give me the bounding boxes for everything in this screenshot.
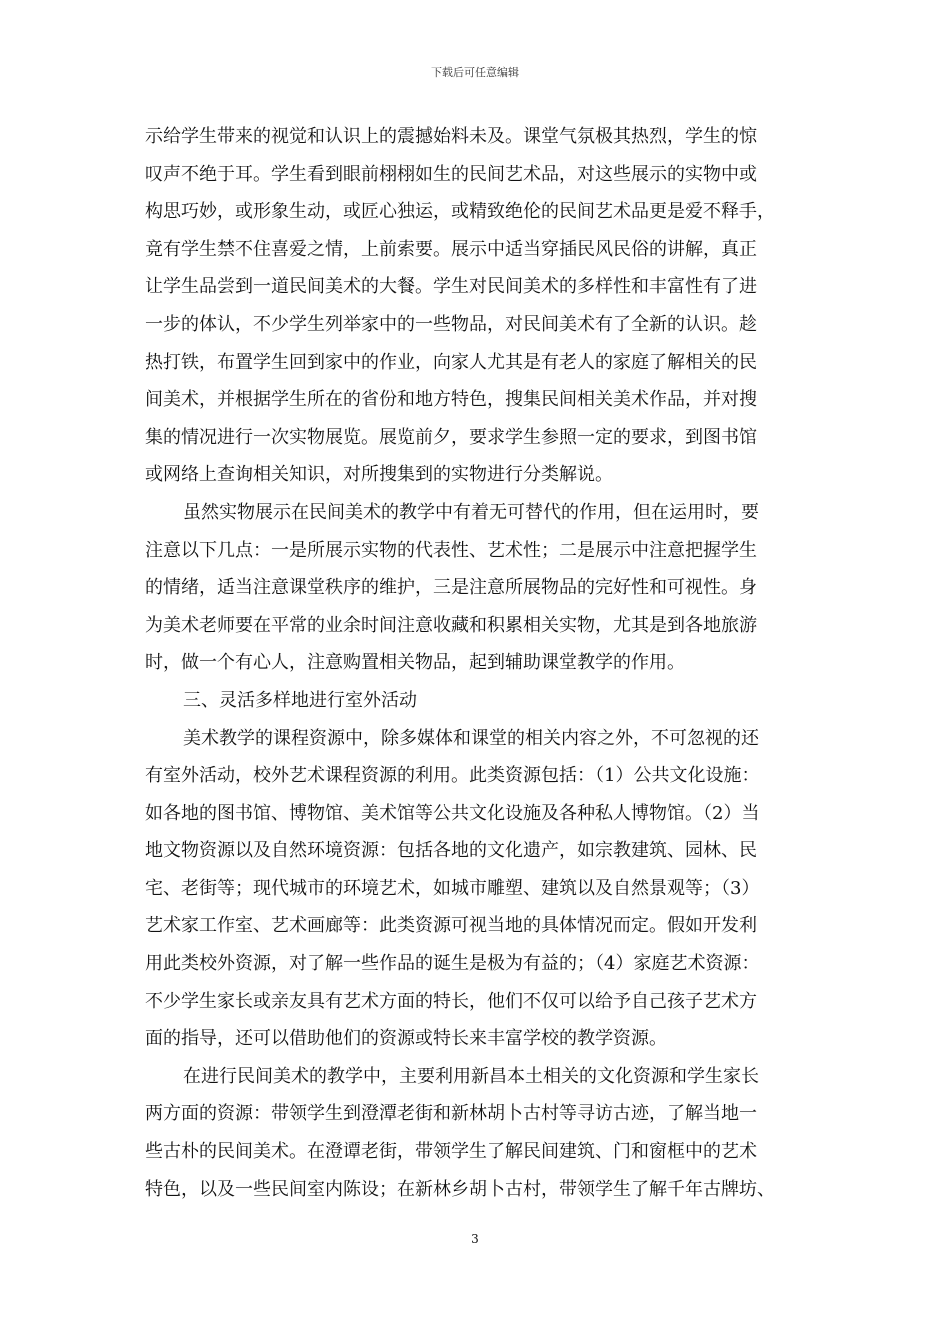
body-text xyxy=(145,118,807,1208)
text-line: 不少学生家长或亲友具有艺术方面的特长，他们不仅可以给予自己孩子艺术方 xyxy=(145,990,757,1012)
text-line: 示给学生带来的视觉和认识上的震撼始料未及。课堂气氛极其热烈，学生的惊 xyxy=(145,126,757,147)
text-line: 让学生品尝到一道民间美术的大餐。学生对民间美术的多样性和丰富性有了进 xyxy=(145,276,757,298)
section-heading: 三、灵活多样地进行室外活动 xyxy=(183,689,417,711)
text-line: 如各地的图书馆、博物馆、美术馆等公共文化设施及各种私人博物馆。（2）当 xyxy=(145,802,760,824)
text-line: 有室外活动，校外艺术课程资源的利用。此类资源包括：（1）公共文化设施： xyxy=(145,765,760,787)
text-line: 特色，以及一些民间室内陈设；在新林乡胡卜古村，带领学生了解千年古牌坊、 xyxy=(145,1178,775,1200)
page-number: 3 xyxy=(471,1232,479,1246)
text-line: 构思巧妙，或形象生动，或匠心独运，或精致绝伦的民间艺术品更是爱不释手， xyxy=(145,201,775,223)
paragraph-start-line: 虽然实物展示在民间美术的教学中有着无可替代的作用，但在运用时，要 xyxy=(183,501,759,523)
text-line: 面的指导，还可以借助他们的资源或特长来丰富学校的教学资源。 xyxy=(145,1028,667,1050)
text-line: 宅、老街等；现代城市的环境艺术，如城市雕塑、建筑以及自然景观等；（3） xyxy=(145,877,760,899)
text-line: 艺术家工作室、艺术画廊等：此类资源可视当地的具体情况而定。假如开发利 xyxy=(145,915,757,937)
text-line: 用此类校外资源，对了解一些作品的诞生是极为有益的；（4）家庭艺术资源： xyxy=(145,953,760,975)
text-line: 为美术老师要在平常的业余时间注意收藏和积累相关实物，尤其是到各地旅游 xyxy=(145,614,757,636)
text-line: 的情绪，适当注意课堂秩序的维护，三是注意所展物品的完好性和可视性。身 xyxy=(145,577,757,599)
text-line: 两方面的资源：带领学生到澄潭老街和新林胡卜古村等寻访古迹，了解当地一 xyxy=(145,1103,757,1125)
text-line: 集的情况进行一次实物展览。展览前夕，要求学生参照一定的要求，到图书馆 xyxy=(145,426,757,448)
page-header: 下载后可任意编辑 xyxy=(431,66,519,79)
text-line: 间美术，并根据学生所在的省份和地方特色，搜集民间相关美术作品，并对搜 xyxy=(145,389,757,411)
text-line: 竟有学生禁不住喜爱之情，上前索要。展示中适当穿插民风民俗的讲解，真正 xyxy=(145,238,757,260)
text-line: 注意以下几点：一是所展示实物的代表性、艺术性；二是展示中注意把握学生 xyxy=(145,539,757,561)
text-line: 时，做一个有心人，注意购置相关物品，起到辅助课堂教学的作用。 xyxy=(145,652,685,674)
paragraph-start-line: 美术教学的课程资源中，除多媒体和课堂的相关内容之外，不可忽视的还 xyxy=(183,727,759,749)
text-line: 一步的体认，不少学生列举家中的一些物品，对民间美术有了全新的认识。趁 xyxy=(145,313,757,335)
text-line: 叹声不绝于耳。学生看到眼前栩栩如生的民间艺术品，对这些展示的实物中或 xyxy=(145,163,757,185)
text-line: 些古朴的民间美术。在澄谭老街，带领学生了解民间建筑、门和窗框中的艺术 xyxy=(145,1141,757,1163)
text-line: 地文物资源以及自然环境资源：包括各地的文化遗产，如宗教建筑、园林、民 xyxy=(145,840,757,862)
paragraph-start-line: 在进行民间美术的教学中，主要利用新昌本土相关的文化资源和学生家长 xyxy=(183,1065,759,1087)
text-line: 热打铁，布置学生回到家中的作业，向家人尤其是有老人的家庭了解相关的民 xyxy=(145,351,757,373)
text-line: 或网络上查询相关知识，对所搜集到的实物进行分类解说。 xyxy=(145,464,613,486)
